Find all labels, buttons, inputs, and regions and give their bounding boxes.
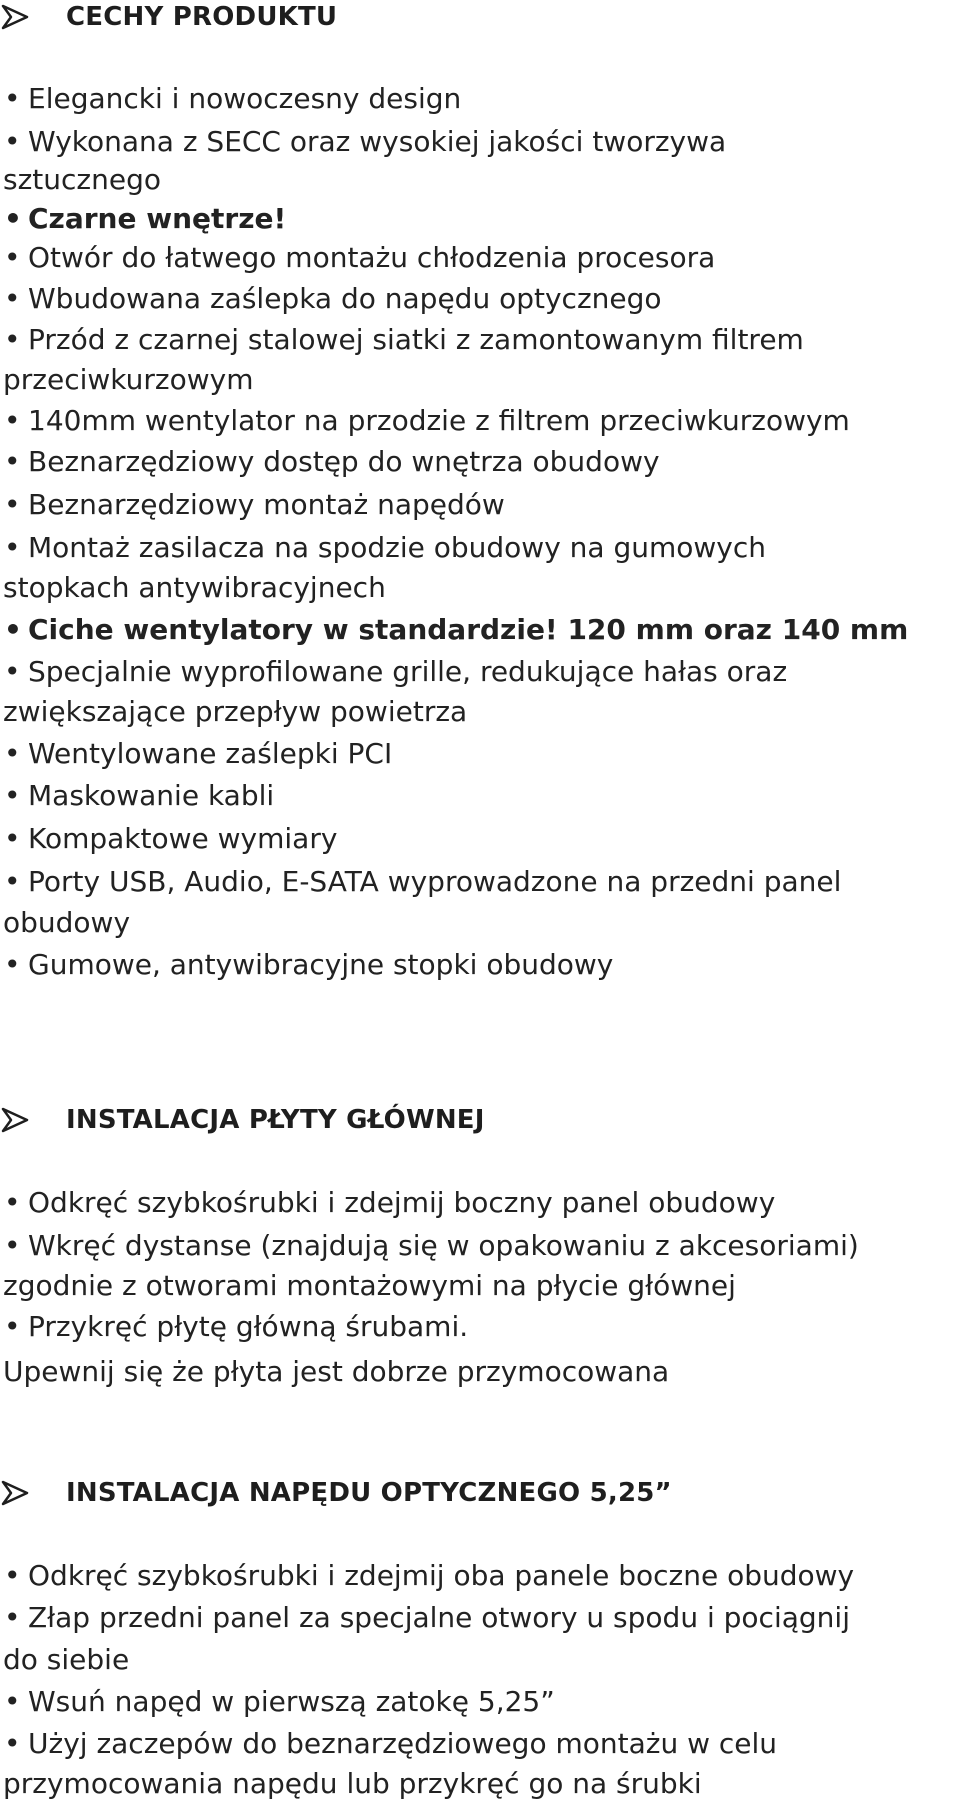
- list-item: • Porty USB, Audio, E-SATA wyprowadzone na przedni panel: [4, 862, 841, 902]
- section-heading-optical-drive: [0, 1476, 672, 1510]
- list-item: • Beznarzędziowy dostęp do wnętrza obudowy: [4, 442, 660, 482]
- bullet-icon: •: [4, 1229, 21, 1262]
- list-item: • Wsuń napęd w pierwszą zatokę 5,25”: [4, 1682, 555, 1722]
- heading-text: INSTALACJA PŁYTY GŁÓWNEJ: [66, 1105, 485, 1135]
- arrowhead-bullet-icon: [0, 1105, 30, 1135]
- list-item: • Złap przedni panel za specjalne otwory u spodu i pociągnij: [4, 1598, 850, 1638]
- list-item: • Wentylowane zaślepki PCI: [4, 734, 392, 774]
- bullet-icon: •: [4, 1685, 21, 1718]
- list-item-continuation: zwiększające przepływ powietrza: [3, 695, 468, 728]
- list-item: • Przykręć płytę główną śrubami.: [4, 1307, 468, 1347]
- list-item: • Przód z czarnej stalowej siatki z zamontowanym filtrem: [4, 320, 804, 360]
- arrowhead-bullet-icon: [0, 2, 30, 32]
- list-item-continuation: sztucznego: [3, 163, 161, 196]
- list-item: • Wkręć dystanse (znajdują się w opakowaniu z akcesoriami): [4, 1226, 859, 1266]
- bullet-icon: •: [4, 822, 21, 855]
- list-item: • Użyj zaczepów do beznarzędziowego montażu w celu: [4, 1724, 777, 1764]
- bullet-icon: •: [4, 445, 21, 478]
- list-item: • Beznarzędziowy montaż napędów: [4, 485, 505, 525]
- section-heading-motherboard: [0, 1103, 485, 1137]
- bullet-icon: •: [4, 282, 21, 315]
- heading-text: CECHY PRODUKTU: [66, 2, 338, 32]
- bullet-icon: •: [4, 737, 21, 770]
- arrowhead-bullet-icon: [0, 1478, 30, 1508]
- list-item: • Otwór do łatwego montażu chłodzenia procesora: [4, 238, 715, 278]
- bullet-icon: •: [4, 323, 21, 356]
- list-item: • 140mm wentylator na przodzie z filtrem przeciwkurzowym: [4, 401, 850, 441]
- list-item-continuation: przeciwkurzowym: [3, 363, 254, 396]
- list-item-continuation: obudowy: [3, 906, 131, 939]
- bullet-icon: •: [4, 1601, 21, 1634]
- bullet-icon: •: [4, 125, 21, 158]
- bullet-icon: •: [4, 82, 21, 115]
- list-item: • Elegancki i nowoczesny design: [4, 79, 461, 119]
- bullet-icon: •: [4, 948, 21, 981]
- bullet-icon: •: [4, 865, 21, 898]
- list-item-continuation: zgodnie z otworami montażowymi na płycie głównej: [3, 1269, 736, 1302]
- list-item: • Ciche wentylatory w standardzie! 120 mm oraz 140 mm: [4, 610, 908, 650]
- list-item-continuation: przymocowania napędu lub przykręć go na śrubki: [3, 1767, 702, 1800]
- heading-text: INSTALACJA NAPĘDU OPTYCZNEGO 5,25”: [66, 1478, 672, 1508]
- section-heading-features: [0, 0, 337, 34]
- list-item: • Wbudowana zaślepka do napędu optycznego: [4, 279, 662, 319]
- bullet-icon: •: [4, 1727, 21, 1760]
- list-item-continuation: do siebie: [3, 1643, 130, 1676]
- bullet-icon: •: [4, 1310, 21, 1343]
- bullet-icon: •: [4, 241, 21, 274]
- list-item: • Montaż zasilacza na spodzie obudowy na gumowych: [4, 528, 766, 568]
- list-item: • Odkręć szybkośrubki i zdejmij boczny panel obudowy: [4, 1183, 775, 1223]
- bullet-icon: •: [4, 1186, 21, 1219]
- list-item: • Specjalnie wyprofilowane grille, redukujące hałas oraz: [4, 652, 787, 692]
- list-item: • Maskowanie kabli: [4, 776, 274, 816]
- list-item: • Czarne wnętrze!: [4, 199, 286, 239]
- bullet-icon: •: [4, 488, 21, 521]
- paragraph-text: Upewnij się że płyta jest dobrze przymocowana: [3, 1355, 670, 1388]
- list-item: • Kompaktowe wymiary: [4, 819, 337, 859]
- list-item: • Wykonana z SECC oraz wysokiej jakości tworzywa: [4, 122, 726, 162]
- bullet-icon: •: [4, 655, 21, 688]
- list-item: • Gumowe, antywibracyjne stopki obudowy: [4, 945, 613, 985]
- list-item-continuation: stopkach antywibracyjnech: [3, 571, 386, 604]
- list-item: • Odkręć szybkośrubki i zdejmij oba panele boczne obudowy: [4, 1556, 854, 1596]
- bullet-icon: •: [4, 404, 21, 437]
- bullet-icon: •: [4, 613, 22, 646]
- bullet-icon: •: [4, 779, 21, 812]
- bullet-icon: •: [4, 202, 22, 235]
- bullet-icon: •: [4, 1559, 21, 1592]
- bullet-icon: •: [4, 531, 21, 564]
